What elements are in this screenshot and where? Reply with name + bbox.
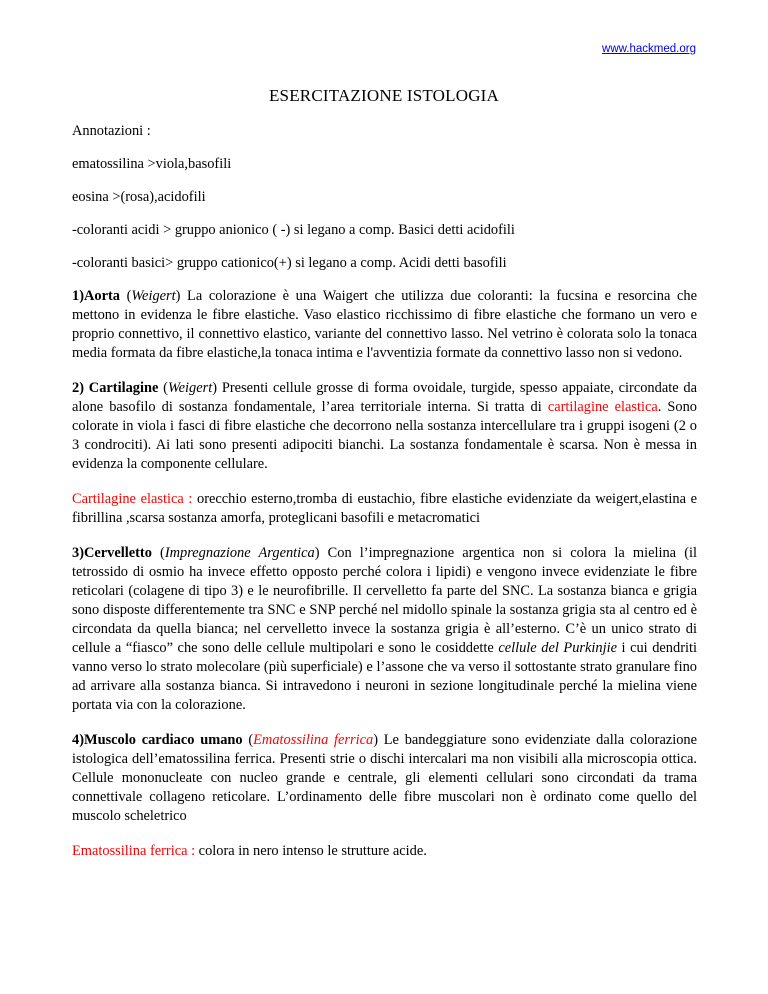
section-aorta-stain: Weigert: [131, 288, 176, 304]
section-cervelletto-title: 3)Cervelletto: [72, 545, 152, 561]
section-aorta: 1)Aorta (Weigert) La colorazione è una Waigert che utilizza due coloranti: la fucsina e resorcina che mettono in evidenza le fibre elastiche. Vaso elastico ricchissimo di fibre elastiche che formano un vero e proprio connettivo, il connettivo elastico, variante del connettivo lasso. Nel vetrino è colorata solo la tonaca media formata da fibre elastiche,la tonaca intima e l'avventizia formate da connettivo lasso non si vedono.: [72, 288, 697, 361]
note-ematossilina-ferrica: [72, 842, 697, 861]
section-muscolo-title: 4)Muscolo cardiaco umano: [72, 732, 243, 748]
section-cartilagine-title: 2) Cartilagine: [72, 380, 159, 396]
note-eosina: eosina >(rosa),acidofili: [72, 189, 206, 205]
section-muscolo-cardiaco: 4)Muscolo cardiaco umano (Ematossilina ferrica) Le bandeggiature sono evidenziate dalla colorazione istologica dell’ematossilina ferrica. Presenti strie o dischi intercalari ma non visibili alla microscopia ottica. Cellule mononucleate con nucleo grande e centrale, gli elementi cellulari sono circondati da trama connettivale collageno reticolare. L’ordinamento delle fibre muscolari non è ordinato come quello del muscolo scheletrico: [72, 732, 698, 824]
section-aorta-text: La colorazione è una Waigert che utilizza due coloranti: la fucsina e resorcina che mettono in evidenza le fibre elastiche. Vaso elastico ricchissimo di fibre elastiche che formano un vero e proprio connettivo, il connettivo elastico, variante del connettivo lasso. Nel vetrino è colorata solo la tonaca media formata da fibre elastiche,la tonaca intima e l'avventizia formate da connettivo lasso non si vedono.: [72, 288, 697, 361]
section-cervelletto-italic: cellule del Purkinjie: [498, 640, 617, 656]
note-coloranti-basici: -coloranti basici> gruppo cationico(+) si legano a comp. Acidi detti basofili: [72, 255, 507, 271]
note-ematossilina-label: Ematossilina ferrica :: [72, 843, 196, 859]
note-ematossilina: ematossilina >viola,basofili: [72, 156, 232, 172]
section-cervelletto: 3)Cervelletto (Impregnazione Argentica) Con l’impregnazione argentica non si colora la mielina (il tetrossido di osmio ha invece effetto opposto perché colora i lipidi) e vengono invece evidenziate le fibre reticolari (colagene di tipo 3) e le neurofibrille. Il cervelletto fa parte del SNC. La sostanza bianca e grigia sono disposte differentemente tra SNC e SNP perché nel midollo spinale la sostanza grigia sta al centro ed è circondata da quella bianca; nel cervelletto invece la sostanza grigia è all’esterno. C’è un unico strato di cellule a “fiasco” che sono delle cellule multipolari e sono le cosiddette cellule del Purkinjie i cui dendriti vanno verso lo strato molecolare (più superficiale) e l’assone che va verso il sottostante strato granulare fino ad arrivare alla sostanza bianca. Si intravedono i neuroni in sezione longitudinale perché la mielina viene portata via con la colorazione.: [72, 545, 697, 713]
section-cervelletto-text-a: Con l’impregnazione argentica non si colora la mielina (il tetrossido di osmio ha invece effetto opposto perché colora i lipidi) e vengono invece evidenziate le fibre reticolari (colagene di tipo 3) e le neurofibrille. Il cervelletto fa parte del SNC. La sostanza bianca e grigia sono disposte differentemente tra SNC e SNP perché nel midollo spinale la sostanza grigia sta al centro ed è circondata da quella bianca; nel cervelletto invece la sostanza grigia è all’esterno. C’è un unico strato di cellule a “fiasco” che sono delle cellule multipolari e sono le cosiddette: [72, 545, 697, 656]
note-cartilagine-elastica: [72, 490, 697, 528]
section-cartilagine-stain: Weigert: [167, 380, 213, 396]
section-cartilagine: 2) Cartilagine (Weigert) Presenti cellule grosse di forma ovoidale, turgide, spesso appaiate, circondate da alone basofilo di sostanza fondamentale, l’area territoriale interna. Si tratta di cartilagine elastica. Sono colorate in viola i fasci di fibre elastiche che decorrono nella sostanza intercellulare tra i gruppi isogeni (2 o 3 condrociti). Ai lati sono presenti adipociti bianchi. La sostanza fondamentale è scarsa. Non è messa in evidenza la componente cellulare.: [72, 380, 697, 472]
section-cervelletto-stain: Impregnazione Argentica: [164, 545, 315, 561]
notes-heading: Annotazioni :: [72, 123, 151, 139]
document-body: [72, 122, 697, 877]
section-cervelletto-text-b: i cui dendriti vanno verso lo strato molecolare (più superficiale) e l’assone che va verso il sottostante strato granulare fino ad arrivare alla sostanza bianca. Si intravedono i neuroni in sezione longitudinale perché la mielina viene portata via con la colorazione.: [72, 640, 697, 713]
section-cartilagine-text-b: . Sono colorate in viola i fasci di fibre elastiche che decorrono nella sostanza intercellulare tra i gruppi isogeni (2 o 3 condrociti). Ai lati sono presenti adipociti bianchi. La sostanza fondamentale è scarsa. Non è messa in evidenza la componente cellulare.: [72, 399, 697, 472]
section-cartilagine-text-a: Presenti cellule grosse di forma ovoidale, turgide, spesso appaiate, circondate da alone basofilo di sostanza fondamentale, l’area territoriale interna. Si tratta di: [72, 380, 697, 415]
note-coloranti-acidi: -coloranti acidi > gruppo anionico ( -) si legano a comp. Basici detti acidofili: [72, 222, 515, 238]
note-cartilagine-label: Cartilagine elastica :: [72, 491, 193, 507]
page-title: ESERCITAZIONE ISTOLOGIA: [268, 86, 500, 105]
section-muscolo-stain: Ematossilina ferrica: [253, 732, 374, 748]
note-ematossilina-text: colora in nero intenso le strutture acide.: [195, 843, 427, 859]
section-cartilagine-highlight: cartilagine elastica: [547, 399, 658, 415]
section-aorta-title: 1)Aorta: [72, 288, 120, 304]
hackmed-link[interactable]: www.hackmed.org: [602, 43, 696, 55]
section-muscolo-text: Le bandeggiature sono evidenziate dalla colorazione istologica dell’ematossilina ferrica. Presenti strie o dischi intercalari ma non visibili alla microscopia ottica. Cellule mononucleate con nucleo grande e centrale, gli elementi cellulari sono circondati da trama connettivale collageno reticolare. L’ordinamento delle fibre muscolari non è ordinato come quello del muscolo scheletrico: [72, 732, 698, 824]
note-cartilagine-text: orecchio esterno,tromba di eustachio, fibre elastiche evidenziate da weigert,elastina e fibrillina ,scarsa sostanza amorfa, proteglicani basofili e metacromatici: [72, 491, 697, 526]
